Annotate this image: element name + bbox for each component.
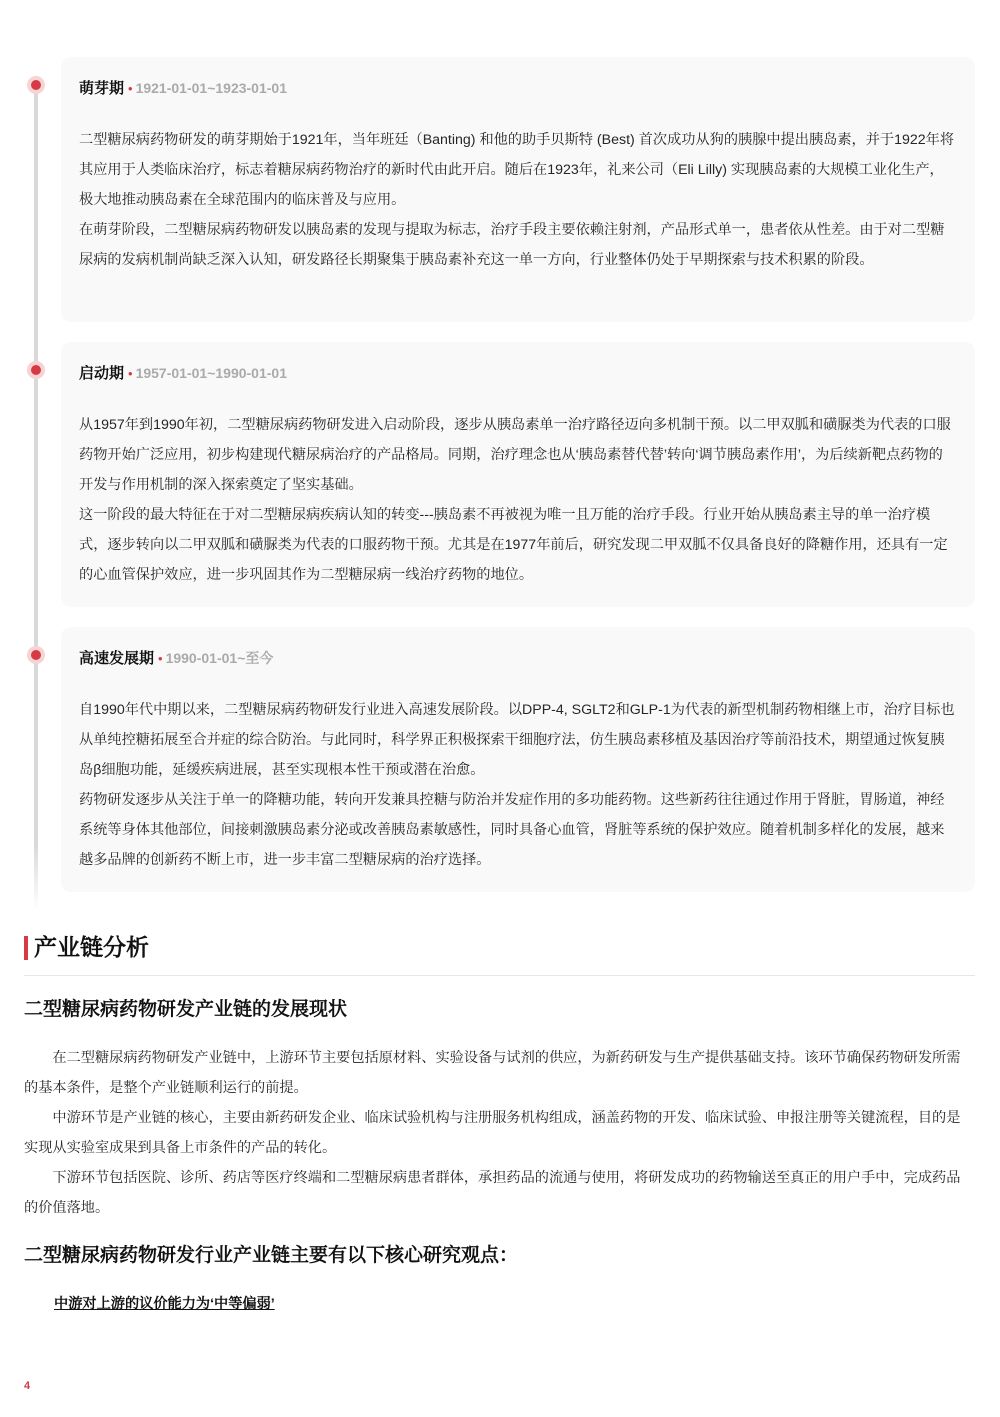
phase-header (79, 77, 957, 99)
phase-separator: • (128, 81, 133, 96)
section-title-accent-bar (24, 936, 28, 960)
section-title (24, 930, 975, 976)
phase-paragraph: 自1990年代中期以来，二型糖尿病药物研发行业进入高速发展阶段。以DPP-4, SGLT2和GLP-1为代表的新型机制药物相继上市，治疗目标也从单纯控糖拓展至合并症的综合防治。与此同时，科学界正积极探索干细胞疗法，仿生胰岛素移植及基因治疗等前沿技术，期望通过恢复胰岛β细胞功能，延缓疾病进展，甚至实现根本性干预或潜在治愈。 (79, 702, 955, 778)
phase-title: 启动期 (79, 365, 125, 382)
phase-date: 1957-01-01~1990-01-01 (135, 365, 287, 381)
section-heading: 二型糖尿病药物研发行业产业链主要有以下核心研究观点： (24, 1245, 519, 1266)
phase-header (79, 647, 957, 669)
section-title-text: 产业链分析 (34, 934, 149, 960)
phase-paragraph: 从1957年到1990年初，二型糖尿病药物研发进入启动阶段，逐步从胰岛素单一治疗路径迈向多机制干预。以二甲双胍和磺脲类为代表的口服药物开始广泛应用，初步构建现代糖尿病治疗的产品格局。同期，治疗理念也从‘胰岛素替代替’转向‘调节胰岛素作用’，为后续新靶点药物的开发与作用机制的深入探索奠定了坚实基础。 (79, 417, 951, 493)
body-paragraph: 中游环节是产业链的核心，主要由新药研发企业、临床试验机构与注册服务机构组成，涵盖药物的开发、临床试验、申报注册等关键流程，目的是实现从实验室成果到具备上市条件的产品的转化。 (24, 1110, 961, 1156)
phase-separator: • (128, 366, 133, 381)
timeline-card-startup (61, 342, 975, 607)
timeline-dot (27, 76, 45, 94)
body-paragraph: 下游环节包括医院、诊所、药店等医疗终端和二型糖尿病患者群体，承担药品的流通与使用，将研发成功的药物输送至真正的用户手中，完成药品的价值落地。 (24, 1170, 961, 1216)
phase-title: 高速发展期 (79, 650, 155, 667)
timeline-card-rapid-growth (61, 627, 975, 892)
phase-header (79, 362, 957, 384)
section-body (24, 1043, 972, 1223)
sub-heading: 中游对上游的议价能力为‘中等偏弱’ (54, 1296, 275, 1312)
body-paragraph: 在二型糖尿病药物研发产业链中，上游环节主要包括原材料、实验设备与试剂的供应，为新药研发与生产提供基础支持。该环节确保药物研发所需的基本条件，是整个产业链顺利运行的前提。 (24, 1050, 961, 1096)
page-number: 4 (24, 1380, 31, 1392)
phase-date: 1921-01-01~1923-01-01 (135, 80, 287, 96)
timeline-card-sprout (61, 57, 975, 322)
phase-paragraph: 药物研发逐步从关注于单一的降糖功能，转向开发兼具控糖与防治并发症作用的多功能药物。这些新药往往通过作用于肾脏，胃肠道，神经系统等身体其他部位，间接刺激胰岛素分泌或改善胰岛素敏感性，同时具备心血管，肾脏等系统的保护效应。随着机制多样化的发展，越来越多品牌的创新药不断上市，进一步丰富二型糖尿病的治疗选择。 (79, 792, 945, 868)
phase-paragraph: 二型糖尿病药物研发的萌芽期始于1921年，当年班廷（Banting) 和他的助手贝斯特 (Best) 首次成功从狗的胰腺中提出胰岛素，并于1922年将其应用于人类临床治疗，标志着糖尿病药物治疗的新时代由此开启。随后在1923年，礼来公司（Eli Lilly) 实现胰岛素的大规模工业化生产，极大地推动胰岛素在全球范围内的临床普及与应用。 (79, 132, 955, 208)
phase-paragraph: 这一阶段的最大特征在于对二型糖尿病疾病认知的转变---胰岛素不再被视为唯一且万能的治疗手段。行业开始从胰岛素主导的单一治疗模式，逐步转向以二甲双胍和磺脲类为代表的口服药物干预。尤其是在1977年前后，研究发现二甲双胍不仅具备良好的降糖作用，还具有一定的心血管保护效应，进一步巩固其作为二型糖尿病一线治疗药物的地位。 (79, 507, 948, 583)
section-heading: 二型糖尿病药物研发产业链的发展现状 (24, 999, 348, 1020)
timeline-dot (27, 361, 45, 379)
phase-date: 1990-01-01~至今 (165, 650, 274, 666)
timeline-dot (27, 646, 45, 664)
timeline-line (34, 88, 38, 910)
phase-title: 萌芽期 (79, 80, 125, 97)
phase-separator: • (158, 651, 163, 666)
phase-paragraph: 在萌芽阶段，二型糖尿病药物研发以胰岛素的发现与提取为标志，治疗手段主要依赖注射剂，产品形式单一，患者依从性差。由于对二型糖尿病的发病机制尚缺乏深入认知，研发路径长期聚集于胰岛素补充这一单一方向，行业整体仍处于早期探索与技术积累的阶段。 (79, 222, 945, 268)
